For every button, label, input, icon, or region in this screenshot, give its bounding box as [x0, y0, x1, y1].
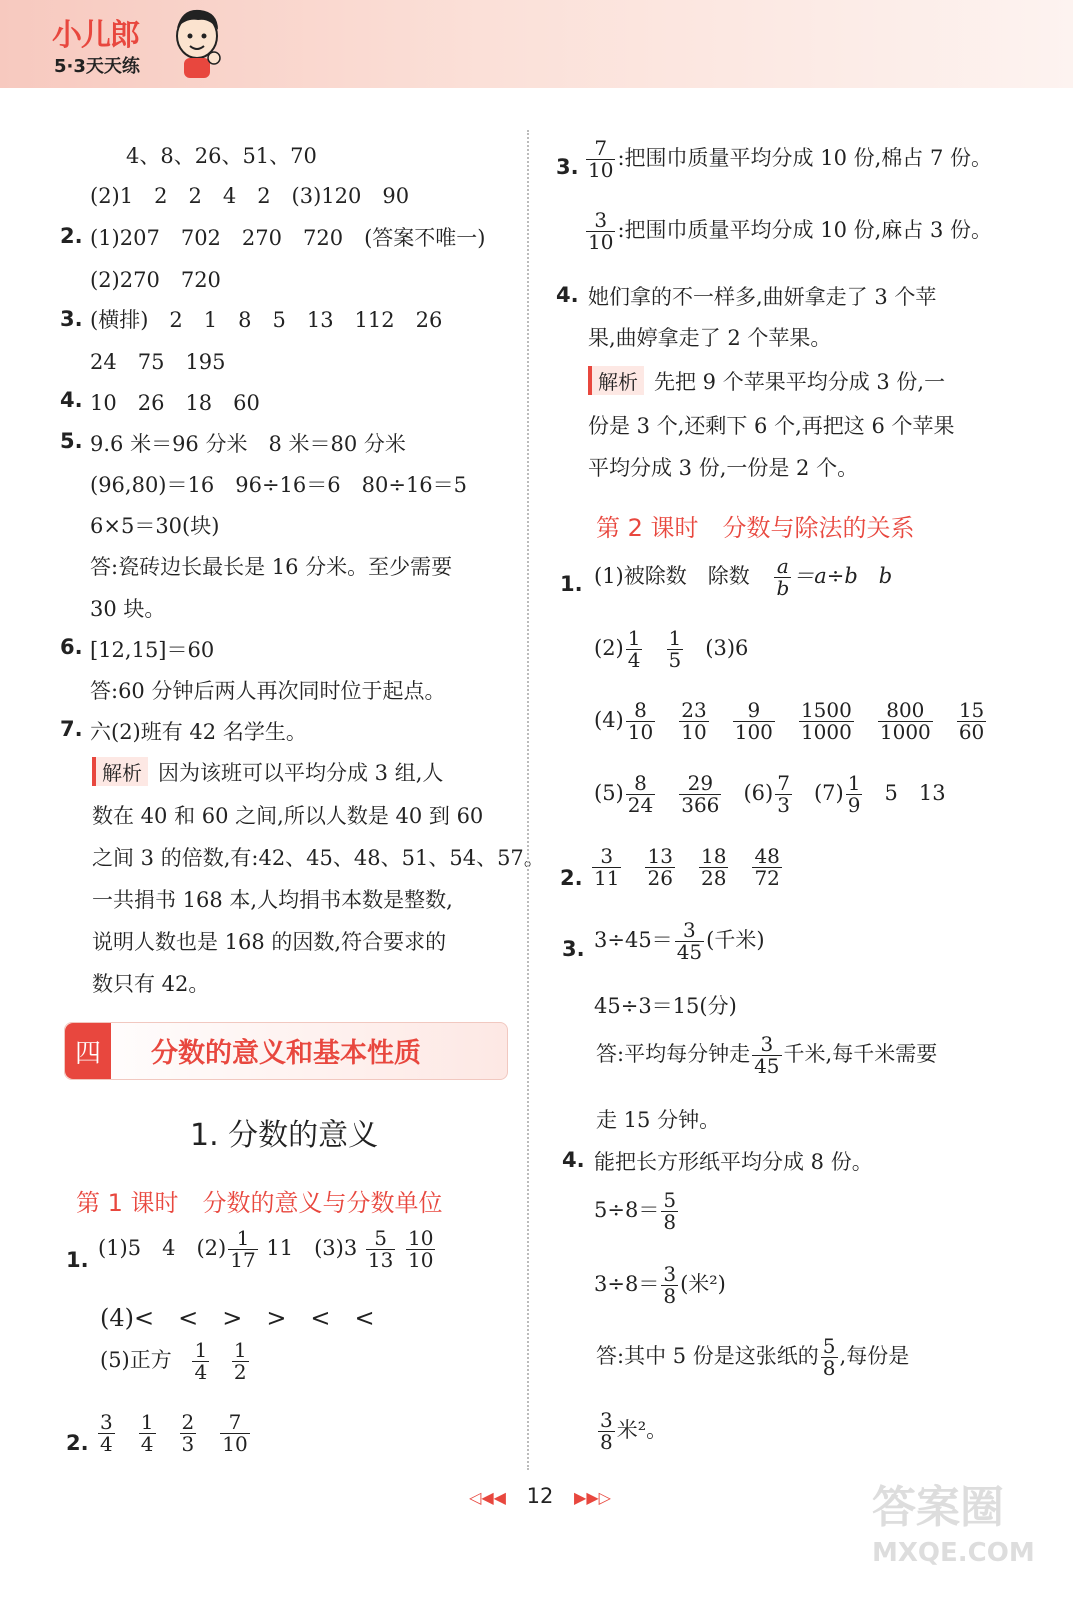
question-number: 4. — [556, 283, 579, 307]
answer-text: 3÷8＝ — [594, 1272, 660, 1296]
fraction: $\frac{1}{4}$ — [194, 1338, 208, 1384]
column-divider — [527, 130, 529, 1470]
page-header — [0, 0, 1073, 88]
page-number: 12 — [526, 1484, 554, 1508]
unit-title: 分数的意义和基本性质 — [151, 1038, 421, 1069]
question-number: 7. — [60, 717, 83, 741]
answer-text: :把围巾质量平均分成 10 份,麻占 3 份。 — [617, 218, 992, 242]
fraction: $\frac{5}{8}$ — [822, 1334, 836, 1380]
answer-text: 米²。 — [616, 1418, 668, 1442]
fraction: $\frac{8}{24}$ — [627, 771, 654, 817]
answer-line: 30 块。 — [90, 597, 166, 621]
answer-text: (6) — [743, 781, 774, 805]
watermark-top: 答案圈 — [872, 1482, 1004, 1533]
question-number: 6. — [60, 635, 83, 659]
fraction: $\frac{23}{10}$ — [681, 698, 707, 744]
analysis-line — [92, 757, 443, 787]
answer-text: (3)6 — [705, 636, 749, 660]
fraction: $\frac{3}{45}$ — [754, 1032, 780, 1078]
answer-line — [590, 846, 784, 889]
answer-text: 答:平均每分钟走 — [596, 1042, 751, 1066]
answer-line — [584, 138, 992, 181]
fraction: $\frac{2}{3}$ — [181, 1410, 195, 1456]
watermark-bottom: MXQE.COM — [872, 1538, 1035, 1568]
analysis-text: 因为该班可以平均分成 3 组,人 — [158, 761, 444, 785]
answer-text: (2) — [594, 636, 624, 660]
fraction: $\frac{a}{b}$ — [776, 554, 790, 600]
fraction: $\frac{3}{8}$ — [600, 1408, 613, 1454]
answer-line — [96, 1412, 252, 1455]
answer-line: 10 26 18 60 — [90, 391, 260, 415]
answer-text: 5÷8＝ — [594, 1198, 660, 1222]
fraction: $\frac{3}{45}$ — [676, 918, 703, 964]
fraction: $\frac{1}{9}$ — [847, 771, 861, 817]
question-number: 3. — [60, 307, 83, 331]
question-number: 3. — [556, 155, 579, 179]
answer-line: (1)207 702 270 720 (答案不唯一) — [90, 226, 486, 250]
analysis-line: 说明人数也是 168 的因数,符合要求的 — [92, 930, 447, 954]
answer-line: 她们拿的不一样多,曲妍拿走了 3 个苹 — [588, 285, 937, 309]
fraction: $\frac{1}{17}$ — [230, 1226, 256, 1272]
answer-line — [596, 1410, 667, 1453]
answer-line: 9.6 米＝96 分米 8 米＝80 分米 — [90, 432, 406, 456]
answer-text: :把围巾质量平均分成 10 份,棉占 7 份。 — [617, 146, 992, 170]
answer-line — [594, 773, 946, 816]
answer-line: 答:60 分钟后两人再次同时位于起点。 — [90, 679, 446, 703]
question-number: 2. — [560, 866, 583, 890]
analysis-line: 数在 40 和 60 之间,所以人数是 40 到 60 — [92, 804, 484, 828]
fraction: $\frac{3}{8}$ — [663, 1262, 677, 1308]
lesson-title: 第 2 课时 分数与除法的关系 — [596, 514, 915, 542]
fraction: $\frac{3}{4}$ — [100, 1410, 113, 1456]
fraction: $\frac{9}{100}$ — [734, 698, 773, 744]
unit-banner — [64, 1022, 508, 1080]
fraction: $\frac{29}{366}$ — [681, 771, 720, 817]
question-number: 2. — [66, 1431, 89, 1455]
fraction: $\frac{8}{10}$ — [627, 698, 654, 744]
answer-text: (5)正方 — [100, 1348, 172, 1372]
fraction: $\frac{7}{3}$ — [777, 771, 790, 817]
fraction: $\frac{3}{10}$ — [588, 208, 614, 254]
question-number: 1. — [560, 572, 583, 596]
answer-text: (米²) — [680, 1272, 726, 1296]
answer-line — [596, 1034, 937, 1077]
next-arrows-icon: ▶▶▷ — [574, 1488, 611, 1507]
answer-line: 能把长方形纸平均分成 8 份。 — [594, 1150, 873, 1174]
answer-line: 6×5＝30(块) — [90, 514, 220, 538]
analysis-line: 数只有 42。 — [92, 972, 210, 996]
fraction: $\frac{1}{2}$ — [233, 1338, 247, 1384]
answer-line: 果,曲婷拿走了 2 个苹果。 — [588, 326, 832, 350]
question-number: 5. — [60, 429, 83, 453]
fraction: $\frac{18}{28}$ — [700, 844, 727, 890]
answer-line: 走 15 分钟。 — [596, 1108, 721, 1132]
question-number: 2. — [60, 224, 83, 248]
analysis-tag: 解析 — [92, 757, 148, 786]
analysis-line — [588, 366, 945, 396]
prev-arrows-icon: ◁◀◀ — [469, 1488, 506, 1507]
fraction: $\frac{1}{5}$ — [668, 626, 682, 672]
answer-text: 3÷45＝ — [594, 928, 673, 952]
fraction: $\frac{15}{60}$ — [958, 698, 985, 744]
answer-line — [98, 1228, 437, 1271]
answer-line: (横排) 2 1 8 5 13 112 26 — [90, 308, 443, 332]
fraction: $\frac{1}{4}$ — [627, 626, 641, 672]
series-name: 5·3天天练 — [54, 56, 140, 77]
mascot-icon — [170, 6, 224, 80]
answer-text: (1)被除数 除数 — [594, 564, 750, 588]
unit-number: 四 — [65, 1023, 111, 1079]
answer-text: 千米,每千米需要 — [783, 1042, 938, 1066]
answer-line — [596, 1336, 909, 1379]
answer-line: [12,15]＝60 — [90, 638, 215, 662]
fraction: $\frac{800}{1000}$ — [879, 698, 931, 744]
answer-text: ,每份是 — [839, 1344, 910, 1368]
lesson-title: 第 1 课时 分数的意义与分数单位 — [76, 1189, 443, 1217]
answer-text: (千米) — [706, 928, 765, 952]
fraction: $\frac{5}{8}$ — [663, 1188, 677, 1234]
fraction: $\frac{10}{10}$ — [408, 1226, 434, 1272]
fraction: $\frac{7}{10}$ — [222, 1410, 248, 1456]
answer-line: 24 75 195 — [90, 350, 226, 374]
fraction: $\frac{7}{10}$ — [588, 136, 614, 182]
question-number: 1. — [66, 1248, 89, 1272]
answer-text: (5) — [594, 781, 624, 805]
section-title: 1. 分数的意义 — [190, 1118, 379, 1153]
question-number: 3. — [562, 937, 585, 961]
answer-line: (4)< < > > < < — [100, 1304, 375, 1332]
answer-line: 答:瓷砖边长最长是 16 分米。至少需要 — [90, 555, 453, 579]
fraction: $\frac{5}{13}$ — [367, 1226, 394, 1272]
answer-line: 45÷3＝15(分) — [594, 994, 737, 1018]
fraction: $\frac{13}{26}$ — [647, 844, 673, 890]
answer-text: 答:其中 5 份是这张纸的 — [596, 1344, 819, 1368]
answer-text: ＝a÷b b — [793, 564, 893, 588]
analysis-line: 之间 3 的倍数,有:42、45、48、51、54、57。 — [92, 846, 545, 870]
analysis-line: 一共捐书 168 本,人均捐书本数是整数, — [92, 888, 453, 912]
answer-text: (1)5 4 (2) — [98, 1236, 227, 1260]
answer-line — [100, 1340, 251, 1383]
answer-text: (7) — [813, 781, 844, 805]
answer-line — [594, 920, 765, 963]
answer-text: 11 (3)3 — [266, 1236, 358, 1260]
answer-line — [594, 556, 892, 599]
answer-line: 六(2)班有 42 名学生。 — [90, 720, 307, 744]
answer-line — [594, 628, 748, 671]
analysis-line: 份是 3 个,还剩下 6 个,再把这 6 个苹果 — [588, 414, 955, 438]
page-footer — [450, 1484, 630, 1508]
brand-logo: 小儿郎 — [52, 18, 139, 53]
fraction: $\frac{3}{11}$ — [594, 844, 620, 890]
answer-line — [594, 700, 988, 743]
answer-text: 5 13 — [884, 781, 946, 805]
analysis-line: 平均分成 3 份,一份是 2 个。 — [588, 456, 859, 480]
analysis-text: 先把 9 个苹果平均分成 3 份,一 — [654, 370, 946, 394]
answer-line — [594, 1264, 726, 1307]
answer-text: (4) — [594, 708, 624, 732]
answer-line: 4、8、26、51、70 — [126, 144, 317, 168]
question-number: 4. — [562, 1148, 585, 1172]
answer-line: (96,80)＝16 96÷16＝6 80÷16＝5 — [90, 473, 468, 497]
fraction: $\frac{1500}{1000}$ — [800, 698, 852, 744]
watermark — [872, 1478, 1042, 1588]
answer-line: (2)270 720 — [90, 268, 221, 292]
fraction: $\frac{1}{4}$ — [140, 1410, 154, 1456]
question-number: 4. — [60, 388, 83, 412]
answer-line: (2)1 2 2 4 2 (3)120 90 — [90, 184, 410, 208]
analysis-tag: 解析 — [588, 366, 644, 395]
fraction: $\frac{48}{72}$ — [754, 844, 780, 890]
answer-line — [584, 210, 992, 253]
answer-line — [594, 1190, 680, 1233]
